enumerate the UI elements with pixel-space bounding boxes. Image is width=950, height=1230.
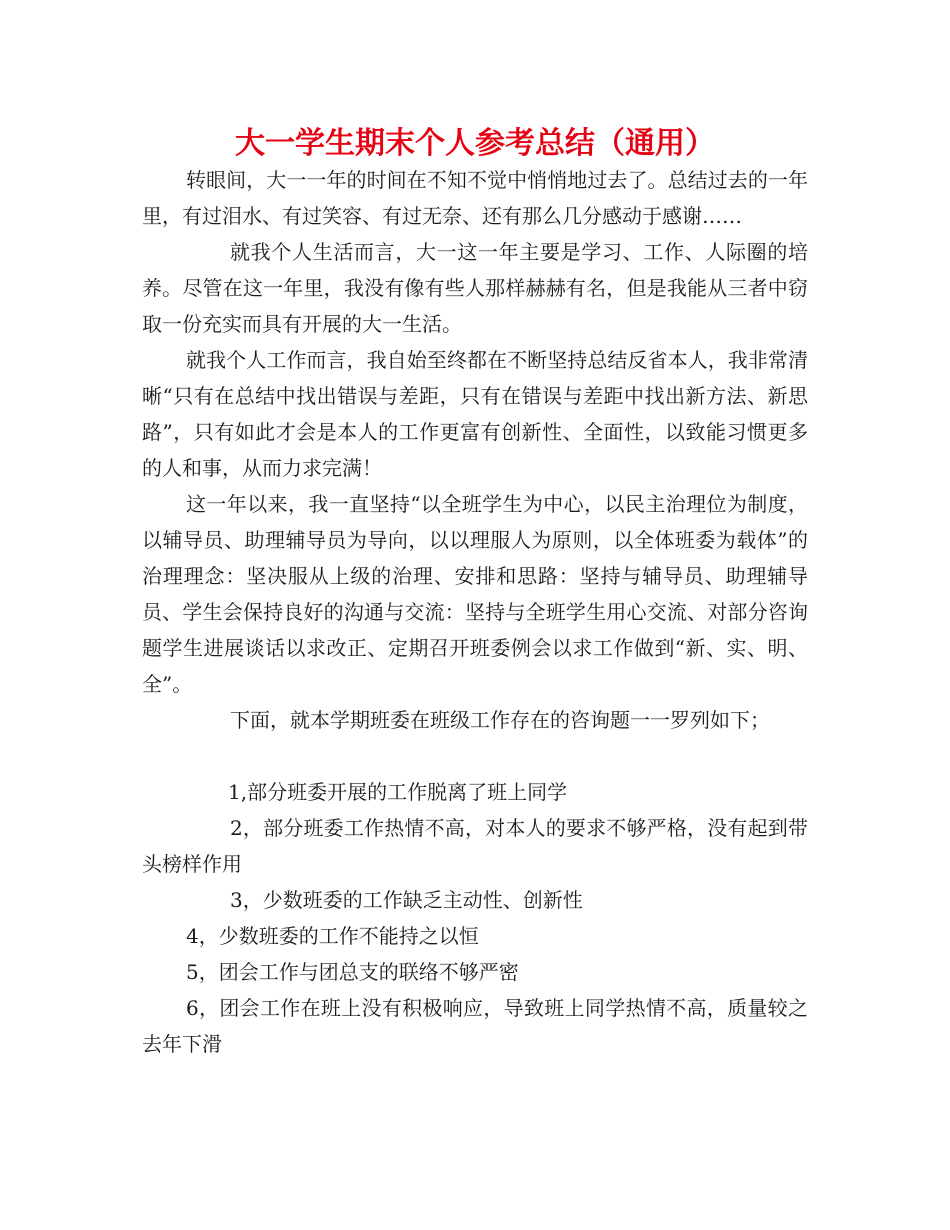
list-item: 2，部分班委工作热情不高，对本人的要求不够严格，没有起到带头榜样作用 <box>142 816 808 876</box>
paragraph-work: 就我个人工作而言，我自始至终都在不断坚持总结反省本人，我非常清晰“只有在总结中找出错误与差距，只有在错误与差距中找出新方法、新思路”，只有如此才会是本人的工作更富有创新性、全面性，以致能习惯更多的人和事，从而力求完满！ <box>142 348 808 480</box>
paragraph-philosophy: 这一年以来，我一直坚持“以全班学生为中心，以民主治理位为制度，以辅导员、助理辅导员为导向，以以理服人为原则，以全体班委为载体”的治理理念：坚决服从上级的治理、安排和思路：坚持与辅导员、助理辅导员、学生会保持良好的沟通与交流：坚持与全班学生用心交流、对部分咨询题学生进展谈话以求改正、定期召开班委例会以求工作做到“新、实、明、全”。 <box>142 492 808 696</box>
paragraph-intro: 转眼间，大一一年的时间在不知不觉中悄悄地过去了。总结过去的一年里，有过泪水、有过笑容、有过无奈、还有那么几分感动于感谢…… <box>142 168 808 228</box>
list-item: 1,部分班委开展的工作脱离了班上同学 <box>228 780 568 804</box>
paragraph-issues-intro: 下面，就本学期班委在班级工作存在的咨询题一一罗列如下； <box>230 708 770 732</box>
list-item: 5，团会工作与团总支的联络不够严密 <box>186 960 519 984</box>
spacer <box>142 738 808 774</box>
document-body <box>142 162 808 1062</box>
paragraph-life: 就我个人生活而言，大一这一年主要是学习、工作、人际圈的培养。尽管在这一年里，我没有像有些人那样赫赫有名，但是我能从三者中窃取一份充实而具有开展的大一生活。 <box>142 240 808 336</box>
list-item: 4，少数班委的工作不能持之以恒 <box>186 924 479 948</box>
list-item: 6，团会工作在班上没有积极响应，导致班上同学热情不高，质量较之去年下滑 <box>142 996 808 1056</box>
list-item: 3，少数班委的工作缺乏主动性、创新性 <box>230 888 583 912</box>
document-title: 大一学生期末个人参考总结（通用） <box>235 126 715 161</box>
